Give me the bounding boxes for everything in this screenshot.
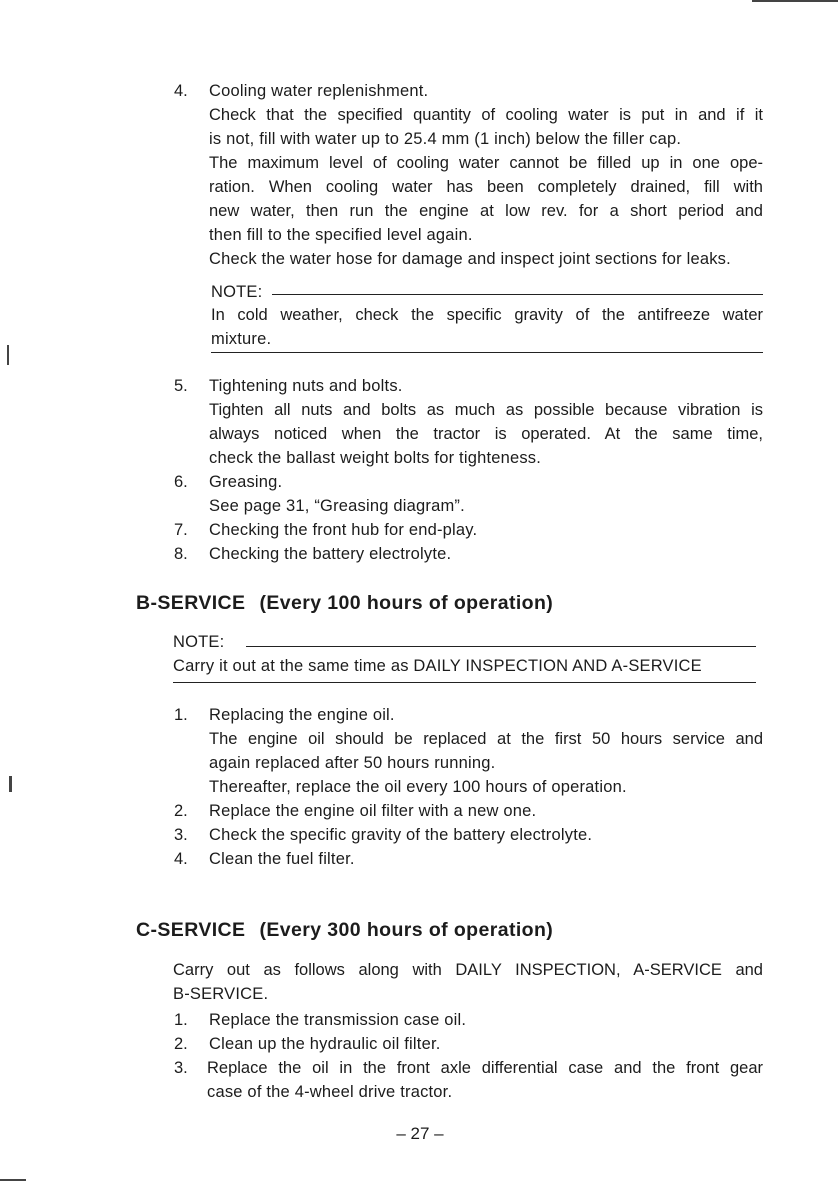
note-text: mixture. (211, 330, 272, 348)
body-line: Check that the specified quantity of cooling water is put in and if it (209, 106, 763, 124)
item-number: 7. (174, 521, 188, 539)
body-line: The engine oil should be replaced at the first 50 hours service and (209, 730, 763, 748)
item-number: 2. (174, 1035, 188, 1053)
section-title: B-SERVICE (136, 592, 246, 614)
item-number: 1. (174, 706, 188, 724)
note-bottom-rule (173, 682, 756, 683)
item-number: 4. (174, 82, 188, 100)
top-edge-rule (752, 0, 838, 2)
body-line: check the ballast weight bolts for tighteness. (209, 449, 542, 467)
body-line: then fill to the specified level again. (209, 226, 473, 244)
note-label: NOTE: (211, 283, 263, 301)
item-number: 2. (174, 802, 188, 820)
section-heading-b-service (136, 590, 553, 616)
body-line: ration. When cooling water has been completely drained, fill with (209, 178, 763, 196)
binding-mark (7, 345, 9, 365)
item-number: 8. (174, 545, 188, 563)
item-title: Replace the transmission case oil. (209, 1011, 467, 1029)
section-title: C-SERVICE (136, 919, 246, 941)
note-top-rule (246, 646, 756, 647)
note-top-rule (272, 294, 763, 295)
body-line: Check the water hose for damage and inspect joint sections for leaks. (209, 250, 731, 268)
body-line: again replaced after 50 hours running. (209, 754, 496, 772)
item-number: 4. (174, 850, 188, 868)
section-heading-c-service (136, 917, 553, 943)
note-text: Carry it out at the same time as DAILY INSPECTION AND A-SERVICE (173, 657, 702, 675)
body-line: See page 31, “Greasing diagram”. (209, 497, 465, 515)
bottom-edge-rule (0, 1179, 26, 1181)
page-number: – 27 – (396, 1124, 444, 1143)
binding-mark (9, 776, 12, 792)
body-line: B-SERVICE. (173, 985, 269, 1003)
item-title: Checking the front hub for end-play. (209, 521, 478, 539)
body-line: new water, then run the engine at low rev. for a short period and (209, 202, 763, 220)
section-subtitle: (Every 100 hours of operation) (259, 592, 554, 614)
item-title: Clean up the hydraulic oil filter. (209, 1035, 441, 1053)
body-line: Carry out as follows along with DAILY INSPECTION, A-SERVICE and (173, 961, 763, 979)
item-number: 6. (174, 473, 188, 491)
body-line: Tighten all nuts and bolts as much as possible because vibration is (209, 401, 763, 419)
item-title: Greasing. (209, 473, 283, 491)
body-line: Thereafter, replace the oil every 100 hours of operation. (209, 778, 627, 796)
item-title: Tightening nuts and bolts. (209, 377, 403, 395)
item-title: Replace the oil in the front axle differential case and the front gear (207, 1059, 763, 1077)
note-bottom-rule (211, 352, 763, 353)
item-number: 3. (174, 1059, 188, 1077)
item-number: 3. (174, 826, 188, 844)
item-number: 5. (174, 377, 188, 395)
item-title: Checking the battery electrolyte. (209, 545, 452, 563)
item-title: Replace the engine oil filter with a new one. (209, 802, 537, 820)
item-title: Replacing the engine oil. (209, 706, 395, 724)
body-line: always noticed when the tractor is operated. At the same time, (209, 425, 763, 443)
section-subtitle: (Every 300 hours of operation) (259, 919, 554, 941)
body-line: case of the 4-wheel drive tractor. (207, 1083, 453, 1101)
body-line: The maximum level of cooling water cannot be filled up in one ope- (209, 154, 763, 172)
note-label: NOTE: (173, 633, 225, 651)
item-title: Cooling water replenishment. (209, 82, 429, 100)
body-line: is not, fill with water up to 25.4 mm (1 inch) below the filler cap. (209, 130, 682, 148)
item-number: 1. (174, 1011, 188, 1029)
note-text: In cold weather, check the specific gravity of the antifreeze water (211, 306, 763, 324)
item-title: Clean the fuel filter. (209, 850, 355, 868)
item-title: Check the specific gravity of the battery electrolyte. (209, 826, 593, 844)
